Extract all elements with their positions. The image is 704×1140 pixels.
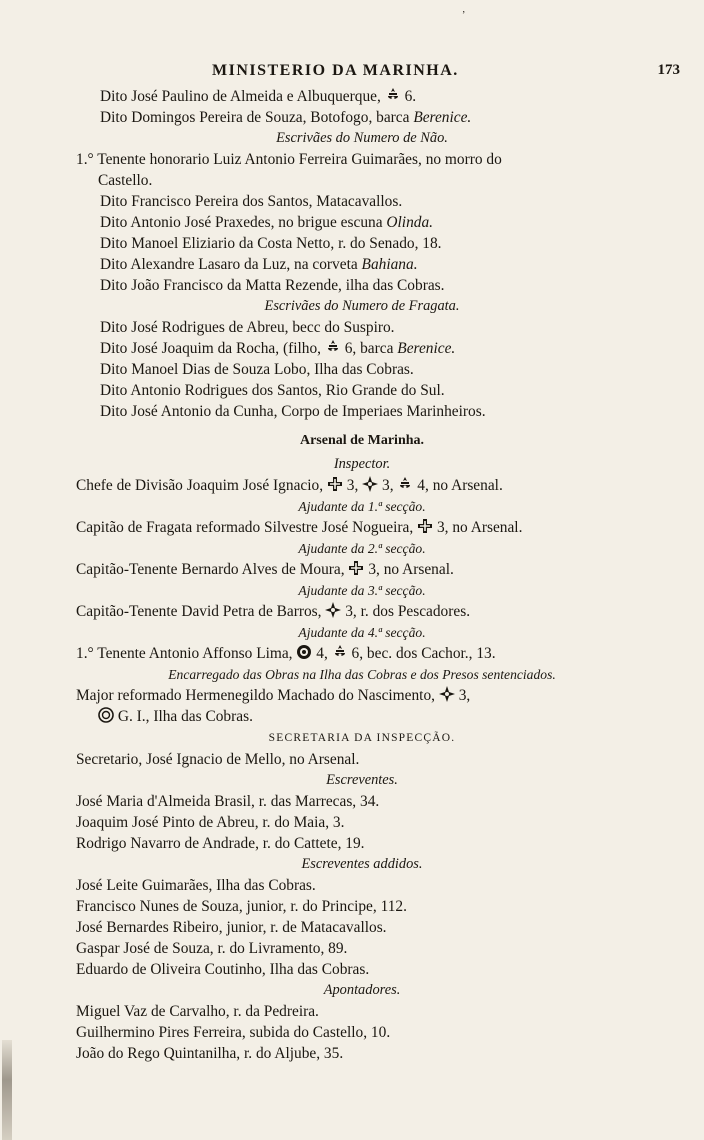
section-subheading: Escrivães do Numero de Não.	[276, 130, 448, 146]
list-item-continuation: G. I., Ilha das Cobras.	[76, 706, 648, 727]
list-item: Dito Domingos Pereira de Souza, Botofogo, barca Berenice.	[100, 109, 472, 126]
list-item: Miguel Vaz de Carvalho, r. da Pedreira.	[76, 1003, 319, 1020]
rose-order-icon	[325, 339, 341, 355]
section-subheading: Ajudante da 1.ª secção.	[298, 499, 426, 514]
page-header	[80, 62, 680, 84]
section-subheading: Escreventes addidos.	[301, 856, 423, 872]
running-title: MINISTERIO DA MARINHA.	[212, 62, 459, 79]
section-subheading: Apontadores.	[323, 982, 401, 998]
list-item: Dito Manoel Eliziario da Costa Netto, r. do Senado, 18.	[100, 235, 442, 252]
list-item: Guilhermino Pires Ferreira, subida do Castello, 10.	[76, 1024, 391, 1041]
section-subheading: Inspector.	[333, 456, 391, 472]
list-item: Dito Francisco Pereira dos Santos, Matacavallos.	[100, 193, 403, 210]
page-number: 173	[657, 62, 680, 78]
list-item: Gaspar José de Souza, r. do Livramento, 89.	[76, 940, 348, 957]
list-item: José Leite Guimarães, Ilha das Cobras.	[76, 877, 316, 894]
christ-cross-icon	[417, 518, 433, 534]
list-item: 1.° Tenente honorario Luiz Antonio Ferreira Guimarães, no morro do	[76, 151, 502, 168]
list-item: Rodrigo Navarro de Andrade, r. do Cattete, 19.	[76, 835, 365, 852]
list-item: Dito José Joaquim da Rocha, (filho, 6, barca Berenice.	[100, 340, 456, 357]
list-item-continuation: Castello.	[98, 172, 153, 189]
list-item: Dito José Antonio da Cunha, Corpo de Imperiaes Marinheiros.	[100, 403, 486, 420]
section-subheading: Ajudante da 3.ª secção.	[298, 583, 426, 598]
christ-cross-icon	[327, 476, 343, 492]
list-item: Joaquim José Pinto de Abreu, r. do Maia, 3.	[76, 814, 345, 831]
seal-icon	[98, 707, 114, 723]
list-item: Major reformado Hermenegildo Machado do Nascimento, 3,	[76, 687, 471, 704]
list-item: José Bernardes Ribeiro, junior, r. de Matacavallos.	[76, 919, 387, 936]
section-heading: SECRETARIA DA INSPECÇÃO.	[268, 732, 456, 744]
christ-cross-icon	[348, 560, 364, 576]
section-subheading: Ajudante da 4.ª secção.	[298, 625, 426, 640]
list-item: José Maria d'Almeida Brasil, r. das Marrecas, 34.	[76, 793, 380, 810]
section-subheading: Escrivães do Numero de Fragata.	[264, 298, 460, 314]
section-subheading: Encarregado das Obras na Ilha das Cobras e dos Presos sentenciados.	[168, 667, 556, 682]
list-item: 1.° Tenente Antonio Affonso Lima, 4, 6, bec. dos Cachor., 13.	[76, 645, 496, 662]
list-item: Capitão-Tenente David Petra de Barros, 3, r. dos Pescadores.	[76, 603, 471, 620]
list-item: Capitão de Fragata reformado Silvestre José Nogueira, 3, no Arsenal.	[76, 519, 523, 536]
list-item: João do Rego Quintanilha, r. do Aljube, 35.	[76, 1045, 344, 1062]
list-item: Secretario, José Ignacio de Mello, no Arsenal.	[76, 751, 360, 768]
list-item: Chefe de Divisão Joaquim José Ignacio, 3, 3, 4, no Arsenal.	[76, 477, 503, 494]
list-item: Dito Alexandre Lasaro da Luz, na corveta Bahiana.	[100, 256, 418, 273]
list-item: Dito João Francisco da Matta Rezende, ilha das Cobras.	[100, 277, 445, 294]
list-item: Dito José Rodrigues de Abreu, becc do Suspiro.	[100, 319, 395, 336]
list-item: Dito Antonio José Praxedes, no brigue escuna Olinda.	[100, 214, 434, 231]
rose-order-icon	[397, 476, 413, 492]
rose-order-icon	[332, 644, 348, 660]
page-body	[76, 86, 648, 1064]
list-item: Dito José Paulino de Almeida e Albuquerque, 6.	[100, 88, 417, 105]
list-item: Capitão-Tenente Bernardo Alves de Moura, 3, no Arsenal.	[76, 561, 454, 578]
rose-order-icon	[385, 87, 401, 103]
cross-order-icon	[362, 476, 378, 492]
list-item: Francisco Nunes de Souza, junior, r. do Principe, 112.	[76, 898, 407, 915]
binding-edge	[2, 1040, 12, 1140]
cross-order-icon	[325, 602, 341, 618]
section-subheading: Ajudante da 2.ª secção.	[298, 541, 426, 556]
list-item: Dito Manoel Dias de Souza Lobo, Ilha das Cobras.	[100, 361, 414, 378]
list-item: Dito Antonio Rodrigues dos Santos, Rio Grande do Sul.	[100, 382, 445, 399]
medal-icon	[296, 644, 312, 660]
section-subheading: Escreventes.	[326, 772, 398, 788]
section-heading: Arsenal de Marinha.	[299, 433, 425, 448]
list-item: Eduardo de Oliveira Coutinho, Ilha das Cobras.	[76, 961, 370, 978]
print-mark: ʼ	[462, 10, 466, 21]
cross-order-icon	[439, 686, 455, 702]
